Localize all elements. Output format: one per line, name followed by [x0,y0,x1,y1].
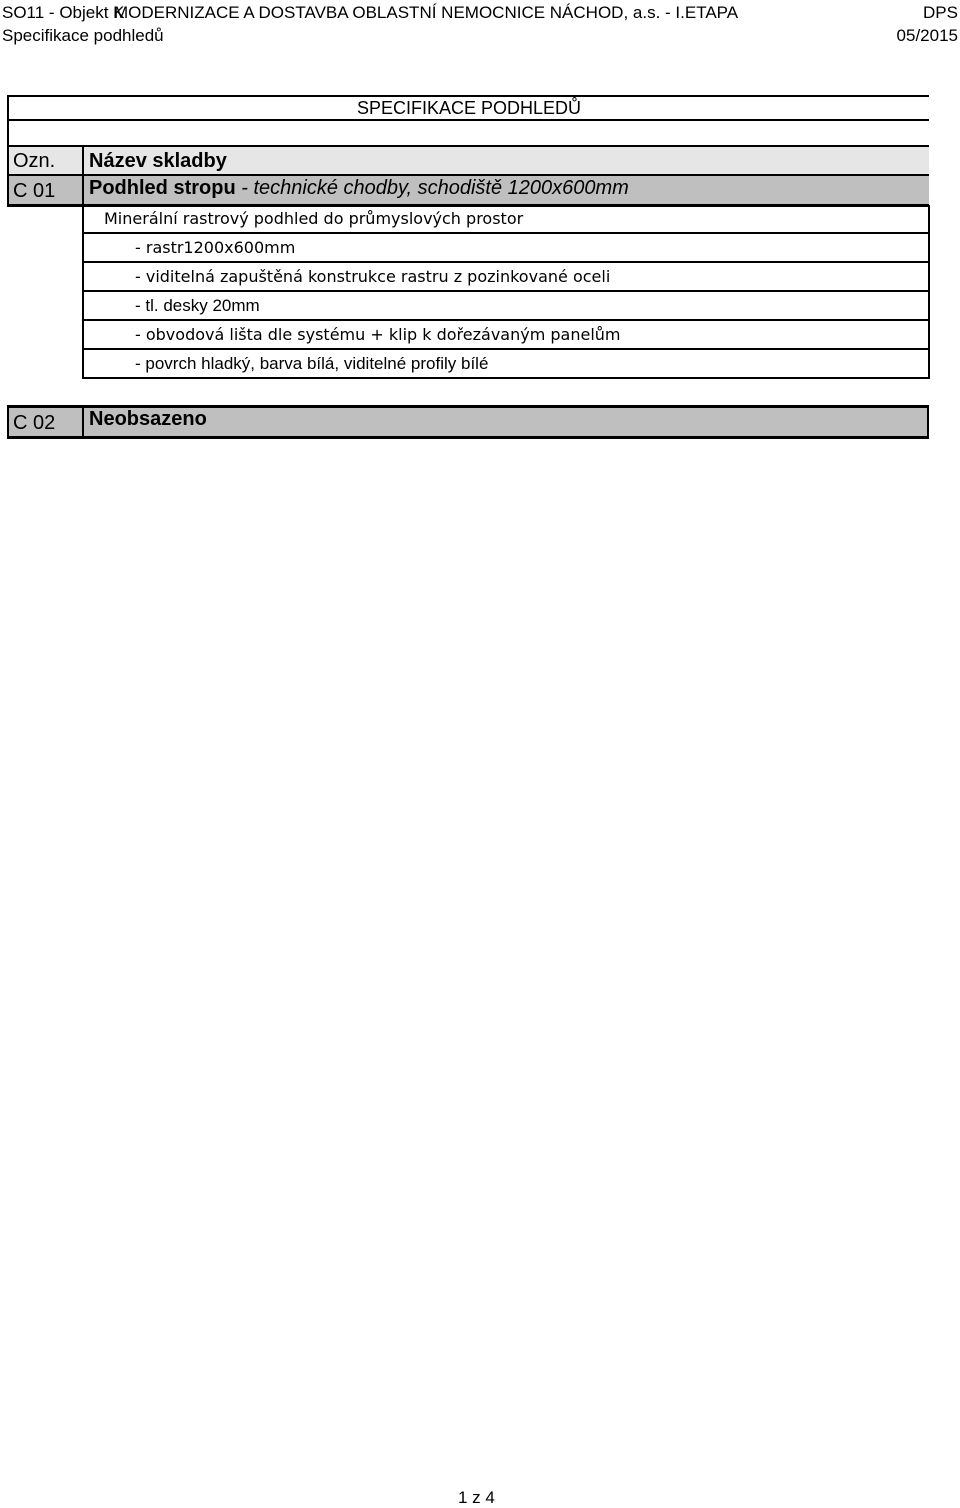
document-title: Specifikace podhledů [2,26,164,45]
table-title: SPECIFIKACE PODHLEDŮ [356,98,582,118]
row-name-main: Neobsazeno [89,408,207,430]
row-name-detail: - technické chodby, schodiště 1200x600mm [235,177,629,199]
table-row [7,174,929,207]
document-date: 05/2015 [896,26,958,45]
row-name [89,407,207,431]
row-name-main: Podhled stropu [89,177,236,199]
table-header-row [7,145,929,174]
row-code: C 01 [13,180,56,202]
row-code: C 02 [13,412,56,434]
spec-item [84,234,928,263]
spec-item [84,292,928,321]
page-number: 1 z 4 [458,1488,495,1507]
spec-item [84,350,928,377]
spec-description: Minerální rastrový podhled do průmyslových prostor [104,209,524,228]
table-left-border [7,121,9,145]
row-name [89,176,629,200]
project-title: MODERNIZACE A DOSTAVBA OBLASTNÍ NEMOCNICE NÁCHOD, a.s. - I.ETAPA [114,3,739,22]
column-divider [82,147,84,174]
table-row [7,405,929,439]
spec-item-text: - viditelná zapuštěná konstrukce rastru z pozinkované oceli [135,267,611,286]
column-header-name: Název skladby [89,150,227,172]
spec-item-text: - rastr1200x600mm [135,238,296,257]
phase-label: DPS [923,3,958,22]
spec-item [84,321,928,350]
spec-description-line [84,205,928,234]
object-label: SO11 - Objekt K [2,3,125,22]
column-divider [82,176,84,204]
spec-item [84,263,928,292]
column-header-code: Ozn. [13,150,56,172]
column-divider [82,408,84,436]
spec-item-text: - tl. desky 20mm [135,296,260,315]
table-title-row [7,95,929,121]
spec-item-text: - obvodová lišta dle systému + klip k dořezávaným panelům [135,325,621,344]
spec-item-text: - povrch hladký, barva bílá, viditelné profily bílé [135,354,489,373]
specification-block [82,205,930,379]
